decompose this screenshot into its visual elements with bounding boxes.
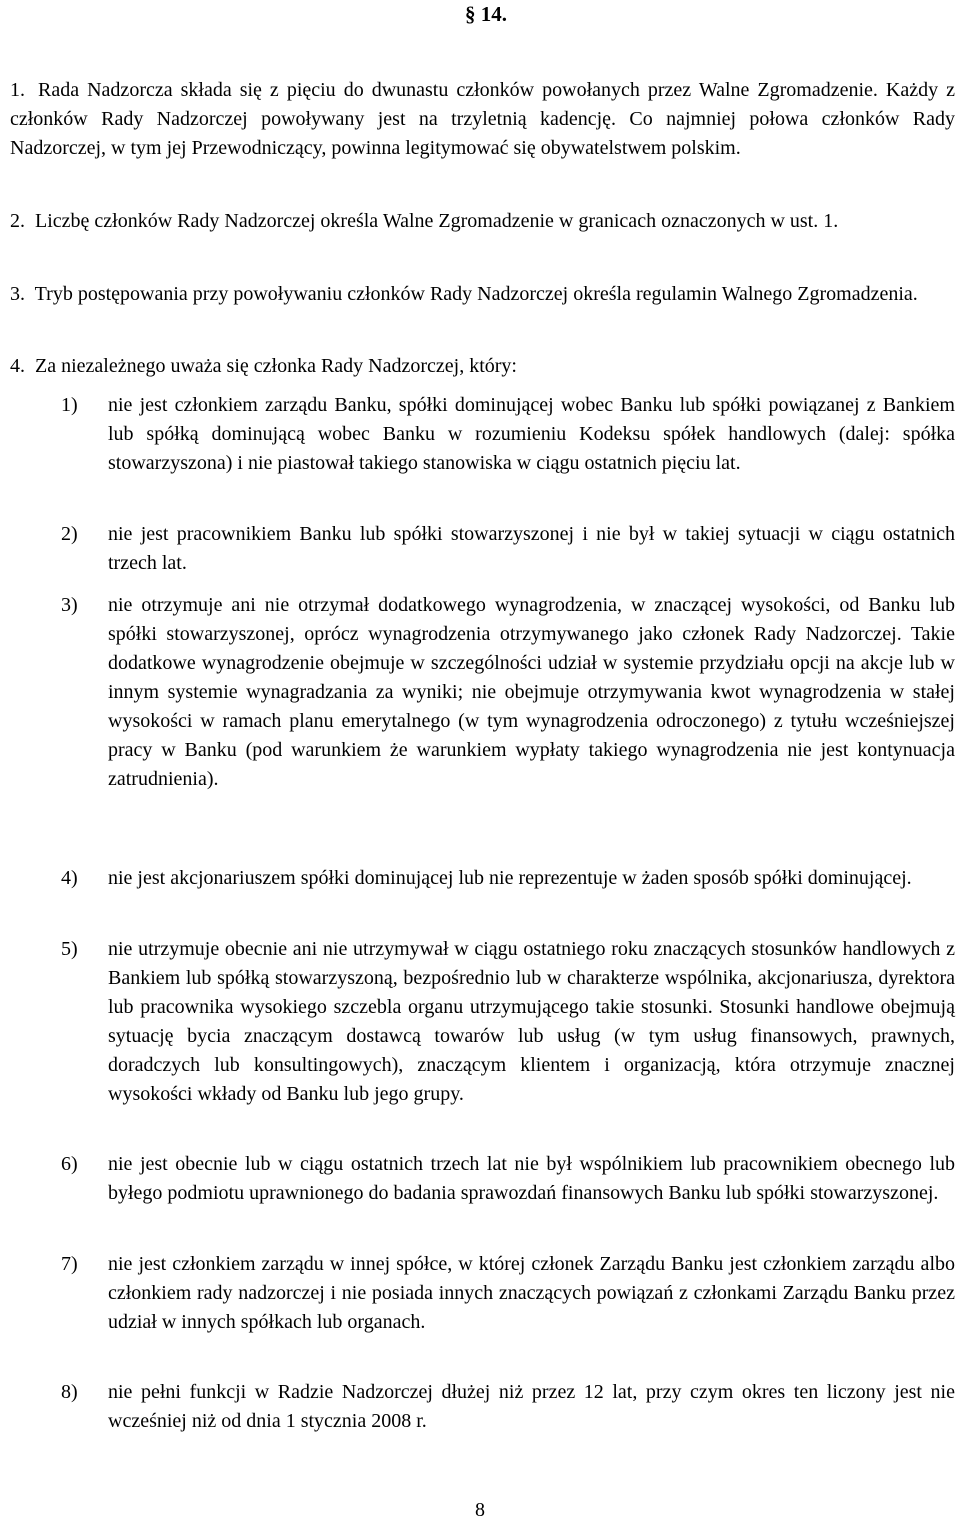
list-item-text: nie jest członkiem zarządu Banku, spółki dominującej wobec Banku lub spółki powiązanej z Bankiem lub spółką dominującą wobec Banku w rozumieniu Kodeksu spółek handlowych (dalej: spółka stowarzyszona) i nie piastował takiego stanowiska w ciągu ostatnich pięciu lat. (108, 394, 955, 474)
paragraph-1 (10, 76, 955, 163)
paragraph-4 (10, 352, 955, 381)
page-number: 8 (475, 1499, 485, 1521)
list-item-number: 3) (61, 594, 78, 616)
list-item-number: 1) (61, 394, 78, 416)
paragraph-text: Rada Nadzorcza składa się z pięciu do dwunastu członków powołanych przez Walne Zgromadzenie. Każdy z członków Rady Nadzorczej powoływany jest na trzyletnią kadencję. Co najmniej połowa członków Rady Nadzorczej, w tym jej Przewodniczący, powinna legitymować się obywatelstwem polskim. (10, 79, 955, 159)
section-heading: § 14. (465, 2, 507, 26)
list-item-number: 5) (61, 938, 78, 960)
list-item-text: nie jest pracownikiem Banku lub spółki stowarzyszonej i nie był w takiej sytuacji w ciągu ostatnich trzech lat. (108, 523, 955, 574)
paragraph-number: 2. (10, 210, 25, 232)
paragraph-number: 4. (10, 355, 25, 377)
list-item-text: nie jest akcjonariuszem spółki dominującej lub nie reprezentuje w żaden sposób spółki dominującej. (108, 867, 912, 889)
paragraph-text: Tryb postępowania przy powoływaniu członków Rady Nadzorczej określa regulamin Walnego Zgromadzenia. (34, 283, 918, 305)
paragraph-2 (10, 207, 955, 236)
list-item-number: 8) (61, 1381, 78, 1403)
list-item-number: 6) (61, 1153, 78, 1175)
paragraph-number: 1. (10, 79, 25, 101)
paragraph-number: 3. (10, 283, 25, 305)
list-item-text: nie otrzymuje ani nie otrzymał dodatkowego wynagrodzenia, w znaczącej wysokości, od Banku lub spółki stowarzyszonej, oprócz wynagrodzenia otrzymywanego jako członek Rady Nadzorczej. Takie dodatkowe wynagrodzenie obejmuje w szczególności udział w systemie przydziału opcji na akcje lub w innym systemie wynagradzania za wyniki; nie obejmuje otrzymywania kwot wynagrodzenia w stałej wysokości w ramach planu emerytalnego (w tym wynagrodzenia odroczonego) z tytułu wcześniejszej pracy w Banku (pod warunkiem że warunkiem wypłaty takiego wynagrodzenia nie jest kontynuacja zatrudnienia). (108, 594, 955, 790)
paragraph-text: Za niezależnego uważa się członka Rady Nadzorczej, który: (35, 355, 517, 377)
paragraph-3 (10, 280, 955, 309)
list-item-text: nie pełni funkcji w Radzie Nadzorczej dłużej niż przez 12 lat, przy czym okres ten liczony jest nie wcześniej niż od dnia 1 stycznia 2008 r. (108, 1381, 955, 1432)
list-item-number: 4) (61, 867, 78, 889)
list-item-number: 7) (61, 1253, 78, 1275)
list-item-text: nie jest obecnie lub w ciągu ostatnich trzech lat nie był wspólnikiem lub pracownikiem obecnego lub byłego podmiotu uprawnionego do badania sprawozdań finansowych Banku lub spółki stowarzyszonej. (108, 1153, 955, 1204)
list-item-number: 2) (61, 523, 78, 545)
paragraph-text: Liczbę członków Rady Nadzorczej określa Walne Zgromadzenie w granicach oznaczonych w ust. 1. (35, 210, 839, 232)
list-item-text: nie jest członkiem zarządu w innej spółce, w której członek Zarządu Banku jest członkiem zarządu albo członkiem rady nadzorczej i nie posiada innych znaczących powiązań z członkami Zarządu Banku przez udział w innych spółkach lub organach. (108, 1253, 955, 1333)
list-item-text: nie utrzymuje obecnie ani nie utrzymywał w ciągu ostatniego roku znaczących stosunków handlowych z Bankiem lub spółką stowarzyszoną, bezpośrednio lub w charakterze wspólnika, akcjonariusza, dyrektora lub pracownika wysokiego szczebla organu utrzymującego takie stosunki. Stosunki handlowe obejmują sytuację bycia znaczącym dostawcą towarów lub usług (w tym usług finansowych, prawnych, doradczych lub konsultingowych), znaczącym klientem i organizacją, która otrzymuje znacznej wysokości wkłady od Banku lub jego grupy. (108, 938, 955, 1105)
